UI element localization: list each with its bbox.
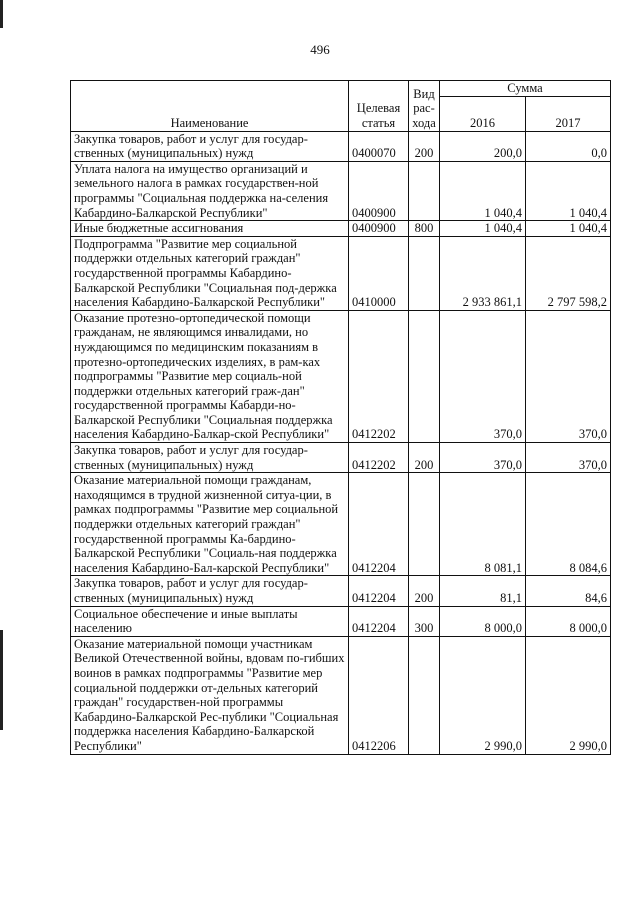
row-code: 0412204 [349, 473, 409, 576]
row-name: Закупка товаров, работ и услуг для государ-ственных (муниципальных) нужд [71, 576, 349, 606]
table-row [71, 221, 611, 237]
row-code: 0400070 [349, 131, 409, 161]
table-row [71, 473, 611, 576]
table-row [71, 636, 611, 754]
budget-table [70, 80, 611, 755]
header-name: Наименование [71, 81, 349, 132]
row-amount-2016: 200,0 [440, 131, 526, 161]
row-amount-2016: 8 081,1 [440, 473, 526, 576]
row-code: 0400900 [349, 161, 409, 220]
row-type [409, 310, 440, 442]
row-amount-2017: 8 000,0 [526, 606, 611, 636]
row-amount-2017: 1 040,4 [526, 161, 611, 220]
row-type: 200 [409, 576, 440, 606]
row-code: 0410000 [349, 236, 409, 310]
row-name: Оказание материальной помощи гражданам, находящимся в трудной жизненной ситуа-ции, в рамках подпрограммы "Развитие мер социальной поддержки отдельных категорий граждан" государственной программы Ка-бардино-Балкарской Республики "Социаль-ная поддержка населения Кабардино-Бал-карской Республики" [71, 473, 349, 576]
row-name: Социальное обеспечение и иные выплаты населению [71, 606, 349, 636]
header-year-2017: 2017 [526, 96, 611, 131]
scan-edge-mark [0, 0, 3, 28]
table-row [71, 161, 611, 220]
page-number: 496 [310, 42, 330, 57]
row-name: Закупка товаров, работ и услуг для государ-ственных (муниципальных) нужд [71, 131, 349, 161]
row-type [409, 161, 440, 220]
row-name: Уплата налога на имущество организаций и земельного налога в рамках государствен-ной программы "Социальная поддержка на-селения Кабардино-Балкарской Республики" [71, 161, 349, 220]
row-name: Оказание протезно-ортопедической помощи гражданам, не являющимся инвалидами, но нуждающимся по медицинским показаниям в протезно-ортопедических изделиях, в рам-ках подпрограммы "Развитие мер социаль-ной поддержки отдельных категорий граж-дан" государственной программы Кабарди-но-Балкарской Республики "Социальная поддержка населения Кабардино-Балкар-ской Республики" [71, 310, 349, 442]
row-type [409, 236, 440, 310]
table-row [71, 236, 611, 310]
row-name: Оказание материальной помощи участникам Великой Отечественной войны, вдовам по-гибших воинов в рамках подпрограммы "Развитие мер социальной поддержки от-дельных категорий граждан" государствен-ной программы Кабардино-Балкарской Рес-публики "Социальная поддержка населения Кабардино-Балкарской Республики" [71, 636, 349, 754]
row-code: 0400900 [349, 221, 409, 237]
row-code: 0412204 [349, 576, 409, 606]
row-amount-2016: 2 933 861,1 [440, 236, 526, 310]
row-amount-2016: 370,0 [440, 310, 526, 442]
row-amount-2017: 1 040,4 [526, 221, 611, 237]
table-row [71, 443, 611, 473]
row-amount-2016: 1 040,4 [440, 161, 526, 220]
row-type: 800 [409, 221, 440, 237]
table-row [71, 310, 611, 442]
row-amount-2016: 1 040,4 [440, 221, 526, 237]
table-row [71, 131, 611, 161]
table-row [71, 576, 611, 606]
row-type [409, 473, 440, 576]
row-type: 200 [409, 131, 440, 161]
row-amount-2017: 8 084,6 [526, 473, 611, 576]
row-code: 0412204 [349, 606, 409, 636]
row-code: 0412202 [349, 310, 409, 442]
row-amount-2016: 8 000,0 [440, 606, 526, 636]
row-code: 0412206 [349, 636, 409, 754]
row-type: 200 [409, 443, 440, 473]
row-type [409, 636, 440, 754]
header-sum: Сумма [440, 81, 611, 97]
row-amount-2017: 2 990,0 [526, 636, 611, 754]
row-amount-2016: 2 990,0 [440, 636, 526, 754]
row-code: 0412202 [349, 443, 409, 473]
row-amount-2016: 81,1 [440, 576, 526, 606]
row-name: Закупка товаров, работ и услуг для государ-ственных (муниципальных) нужд [71, 443, 349, 473]
row-amount-2016: 370,0 [440, 443, 526, 473]
row-type: 300 [409, 606, 440, 636]
row-name: Подпрограмма "Развитие мер социальной поддержки отдельных категорий граждан" государственной программы Кабардино-Балкарской Республики "Социальная под-держка населения Кабардино-Балкарской Республики" [71, 236, 349, 310]
row-amount-2017: 370,0 [526, 310, 611, 442]
header-year-2016: 2016 [440, 96, 526, 131]
header-target-article: Целевая статья [349, 81, 409, 132]
row-amount-2017: 370,0 [526, 443, 611, 473]
row-name: Иные бюджетные ассигнования [71, 221, 349, 237]
row-amount-2017: 0,0 [526, 131, 611, 161]
row-amount-2017: 2 797 598,2 [526, 236, 611, 310]
scan-edge-mark [0, 630, 3, 730]
row-amount-2017: 84,6 [526, 576, 611, 606]
header-expense-type: Вид рас-хода [409, 81, 440, 132]
table-row [71, 606, 611, 636]
